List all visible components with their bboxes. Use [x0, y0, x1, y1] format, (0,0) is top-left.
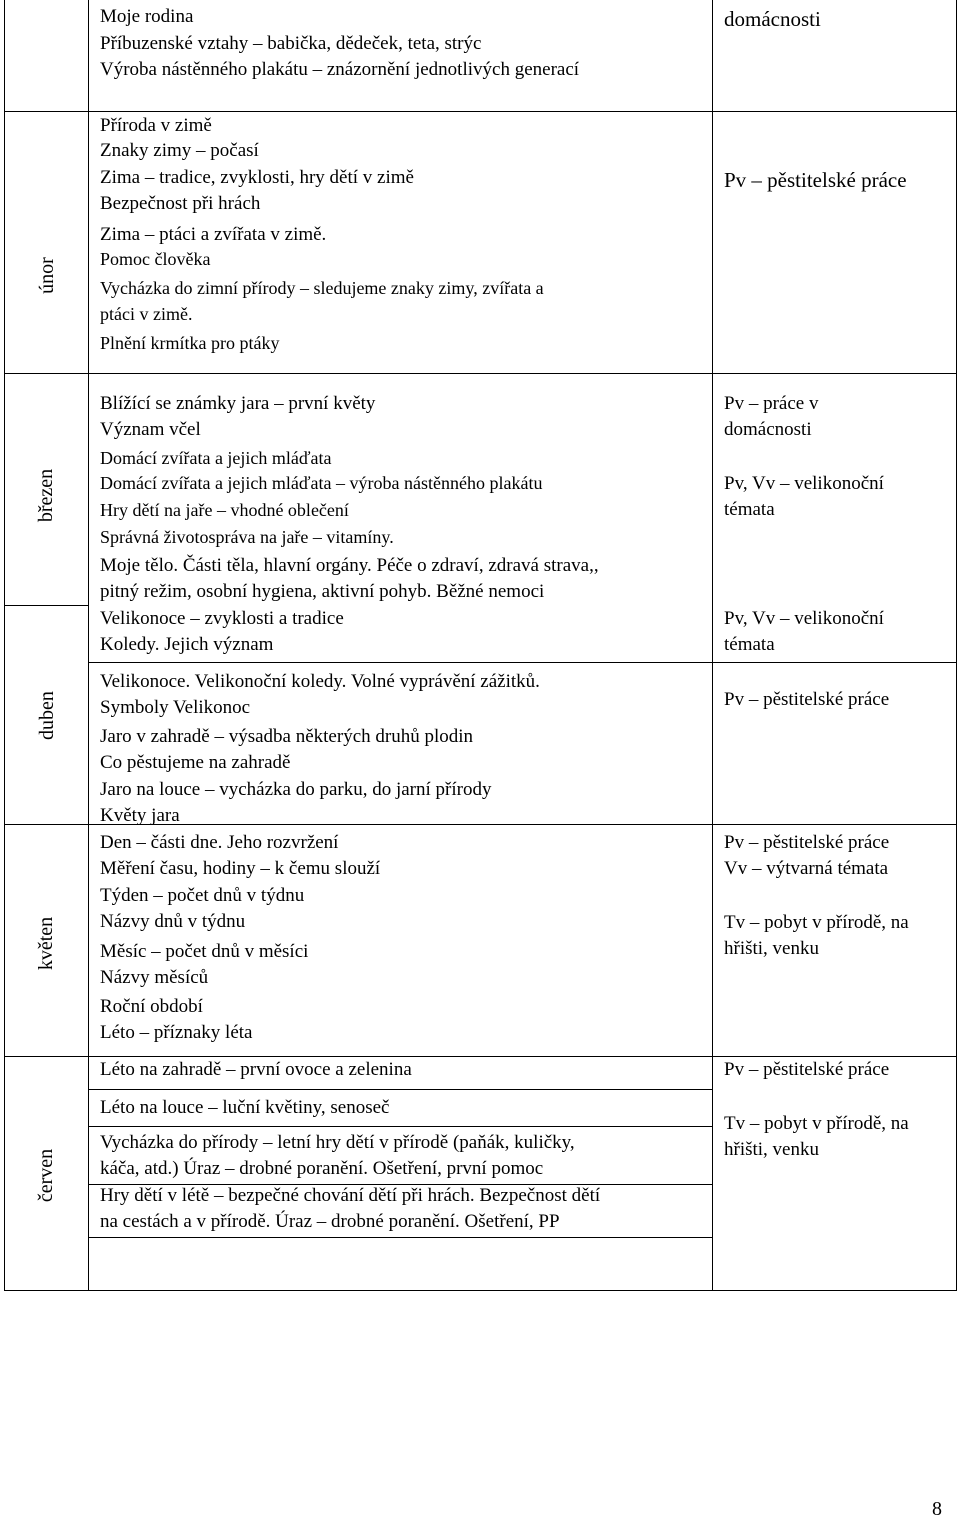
content-line: Den – části dne. Jeho rozvržení [100, 832, 339, 853]
content-line: Jaro v zahradě – výsadba některých druhů plodin [100, 726, 474, 747]
content-line: Léto na louce – luční květiny, senoseč [100, 1097, 390, 1118]
content-line: Názvy dnů v týdnu [100, 911, 246, 932]
content-line: na cestách a v přírodě. Úraz – drobné poranění. Ošetření, PP [100, 1211, 560, 1232]
note-line: domácnosti [724, 7, 821, 31]
table-border-bottom [4, 1290, 957, 1291]
note-line: hřišti, venku [724, 938, 819, 959]
content-line: Velikonoce. Velikonoční koledy. Volné vyprávění zážitků. [100, 671, 540, 692]
content-line: Zima – ptáci a zvířata v zimě. [100, 224, 327, 245]
content-line: Vycházka do zimní přírody – sledujeme znaky zimy, zvířata a [100, 278, 544, 298]
content-line: Moje tělo. Části těla, hlavní orgány. Péče o zdraví, zdravá strava,, [100, 555, 599, 576]
row-divider-kveten [4, 1056, 957, 1057]
month-kveten: květen [35, 916, 58, 970]
content-line: Správná životospráva na jaře – vitamíny. [100, 527, 394, 547]
content-line: Bezpečnost při hrách [100, 193, 261, 214]
table-border-right [956, 0, 957, 1291]
note-line: domácnosti [724, 419, 812, 440]
content-line: Znaky zimy – počasí [100, 140, 259, 161]
content-line: Domácí zvířata a jejich mláďata [100, 448, 332, 468]
content-line: Názvy měsíců [100, 967, 209, 988]
content-line: Roční období [100, 996, 203, 1017]
note-line: Tv – pobyt v přírodě, na [724, 1113, 909, 1134]
content-line: Léto na zahradě – první ovoce a zelenina [100, 1059, 412, 1080]
note-line: Pv – pěstitelské práce [724, 689, 890, 710]
content-line: Měření času, hodiny – k čemu slouží [100, 858, 381, 879]
row-divider-top [4, 111, 957, 112]
content-line: Blížící se známky jara – první květy [100, 393, 376, 414]
note-line: Pv, Vv – velikonoční [724, 473, 884, 494]
month-brezen: březen [35, 468, 58, 522]
content-line: Co pěstujeme na zahradě [100, 752, 291, 773]
content-line: Domácí zvířata a jejich mláďata – výroba nástěnného plakátu [100, 473, 543, 493]
content-line: Měsíc – počet dnů v měsíci [100, 941, 309, 962]
content-line: Jaro na louce – vycházka do parku, do jarní přírody [100, 779, 492, 800]
note-line: Pv, Vv – velikonoční [724, 608, 884, 629]
content-line: Velikonoce – zvyklosti a tradice [100, 608, 344, 629]
content-line: Plnění krmítka pro ptáky [100, 333, 280, 353]
content-line: Hry dětí v létě – bezpečné chování dětí při hrách. Bezpečnost dětí [100, 1185, 601, 1206]
content-line: Léto – příznaky léta [100, 1022, 253, 1043]
note-line: Pv – pěstitelské práce [724, 1059, 890, 1080]
month-duben: duben [35, 690, 58, 740]
row-divider-cerven-1 [89, 1089, 713, 1090]
month-cerven: červen [35, 1148, 58, 1202]
row-divider-cerven-2 [89, 1126, 713, 1127]
note-line: témata [724, 634, 775, 655]
note-line: hřišti, venku [724, 1139, 819, 1160]
row-divider-brezen-duben [89, 662, 957, 663]
note-line: Vv – výtvarná témata [724, 858, 889, 879]
content-line: Význam včel [100, 419, 201, 440]
content-line: Moje rodina [100, 6, 194, 27]
note-line: Tv – pobyt v přírodě, na [724, 912, 909, 933]
content-line: Výroba nástěnného plakátu – znázornění jednotlivých generací [100, 59, 580, 80]
content-line: Příbuzenské vztahy – babička, dědeček, teta, strýc [100, 33, 482, 54]
content-line: Týden – počet dnů v týdnu [100, 885, 305, 906]
content-line: ptáci v zimě. [100, 304, 193, 324]
content-line: káča, atd.) Úraz – drobné poranění. Ošetření, první pomoc [100, 1158, 544, 1179]
content-line: Příroda v zimě [100, 115, 212, 136]
row-divider-brezen [4, 605, 89, 606]
page-number: 8 [932, 1498, 942, 1520]
content-line: Koledy. Jejich význam [100, 634, 274, 655]
content-line: Květy jara [100, 805, 180, 826]
column-divider-notes [712, 0, 713, 1291]
note-line: Pv – pěstitelské práce [724, 832, 890, 853]
note-line: témata [724, 499, 775, 520]
row-divider-cerven-4 [89, 1237, 713, 1238]
content-line: Zima – tradice, zvyklosti, hry dětí v zimě [100, 167, 414, 188]
content-line: pitný režim, osobní hygiena, aktivní pohyb. Běžné nemoci [100, 581, 545, 602]
note-line: Pv – práce v [724, 393, 819, 414]
content-line: Pomoc člověka [100, 249, 211, 269]
month-unor: únor [35, 256, 58, 294]
row-divider-unor [4, 373, 957, 374]
note-line: Pv – pěstitelské práce [724, 168, 907, 192]
content-line: Hry dětí na jaře – vhodné oblečení [100, 500, 349, 520]
content-line: Symboly Velikonoc [100, 697, 251, 718]
content-line: Vycházka do přírody – letní hry dětí v přírodě (paňák, kuličky, [100, 1132, 575, 1153]
